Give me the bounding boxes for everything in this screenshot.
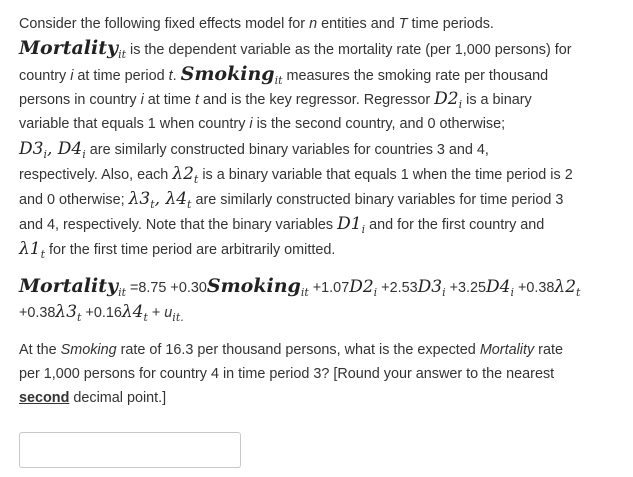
question-line-6: $D3_i$, $D4_i$ are similarly constructed binary variables for countries 3 and 4, [19,139,489,161]
question-line-1: Consider the following fixed effects model for n entities and T time periods. [19,16,494,32]
question-line-7: respectively. Also, each $\lambda 2_t$ is a binary variable that equals 1 when the time period is 2 [19,164,573,186]
question-line-10: $\lambda 1_t$ for the first time period are arbitrarily omitted. [19,239,336,261]
prompt-line-3: second decimal point.] [19,390,167,406]
equation-line-2: $+0.38\lambda 3_t +0.16\lambda 4_t + u_{it.}$ [19,302,184,324]
answer-input[interactable] [19,432,241,468]
question-line-2: Mortality$_{it}$ is the dependent variable as the mortality rate (per 1,000 persons) for [19,37,572,61]
prompt-line-1: At the Smoking rate of 16.3 per thousand persons, what is the expected Mortality rate [19,342,563,358]
question-line-9: and 4, respectively. Note that the binary variables $D1_i$ and for the first country and [19,214,545,236]
question-line-8: and 0 otherwise; $\lambda 3_t$, $\lambda 4_t$ are similarly constructed binary variables for time period 3 [19,189,564,211]
question-line-5: variable that equals 1 when country i is the second country, and 0 otherwise; [19,116,506,132]
emphasis-second: second [19,390,70,406]
prompt-line-2: per 1,000 persons for country 4 in time period 3? [Round your answer to the nearest [19,366,555,382]
question-line-3: country i at time period t. Smoking$_{it}$ measures the smoking rate per thousand [19,63,549,87]
equation-line-1: Mortality$_{it}$ =8.75 +0.30Smoking$_{it}$ $+1.07D2_i +2.53D3_i +3.25D4_i +0.38\lambda 2_t$ [19,275,581,299]
question-line-4: persons in country i at time t and is the key regressor. Regressor $D2_i$ is a binary [19,89,532,111]
